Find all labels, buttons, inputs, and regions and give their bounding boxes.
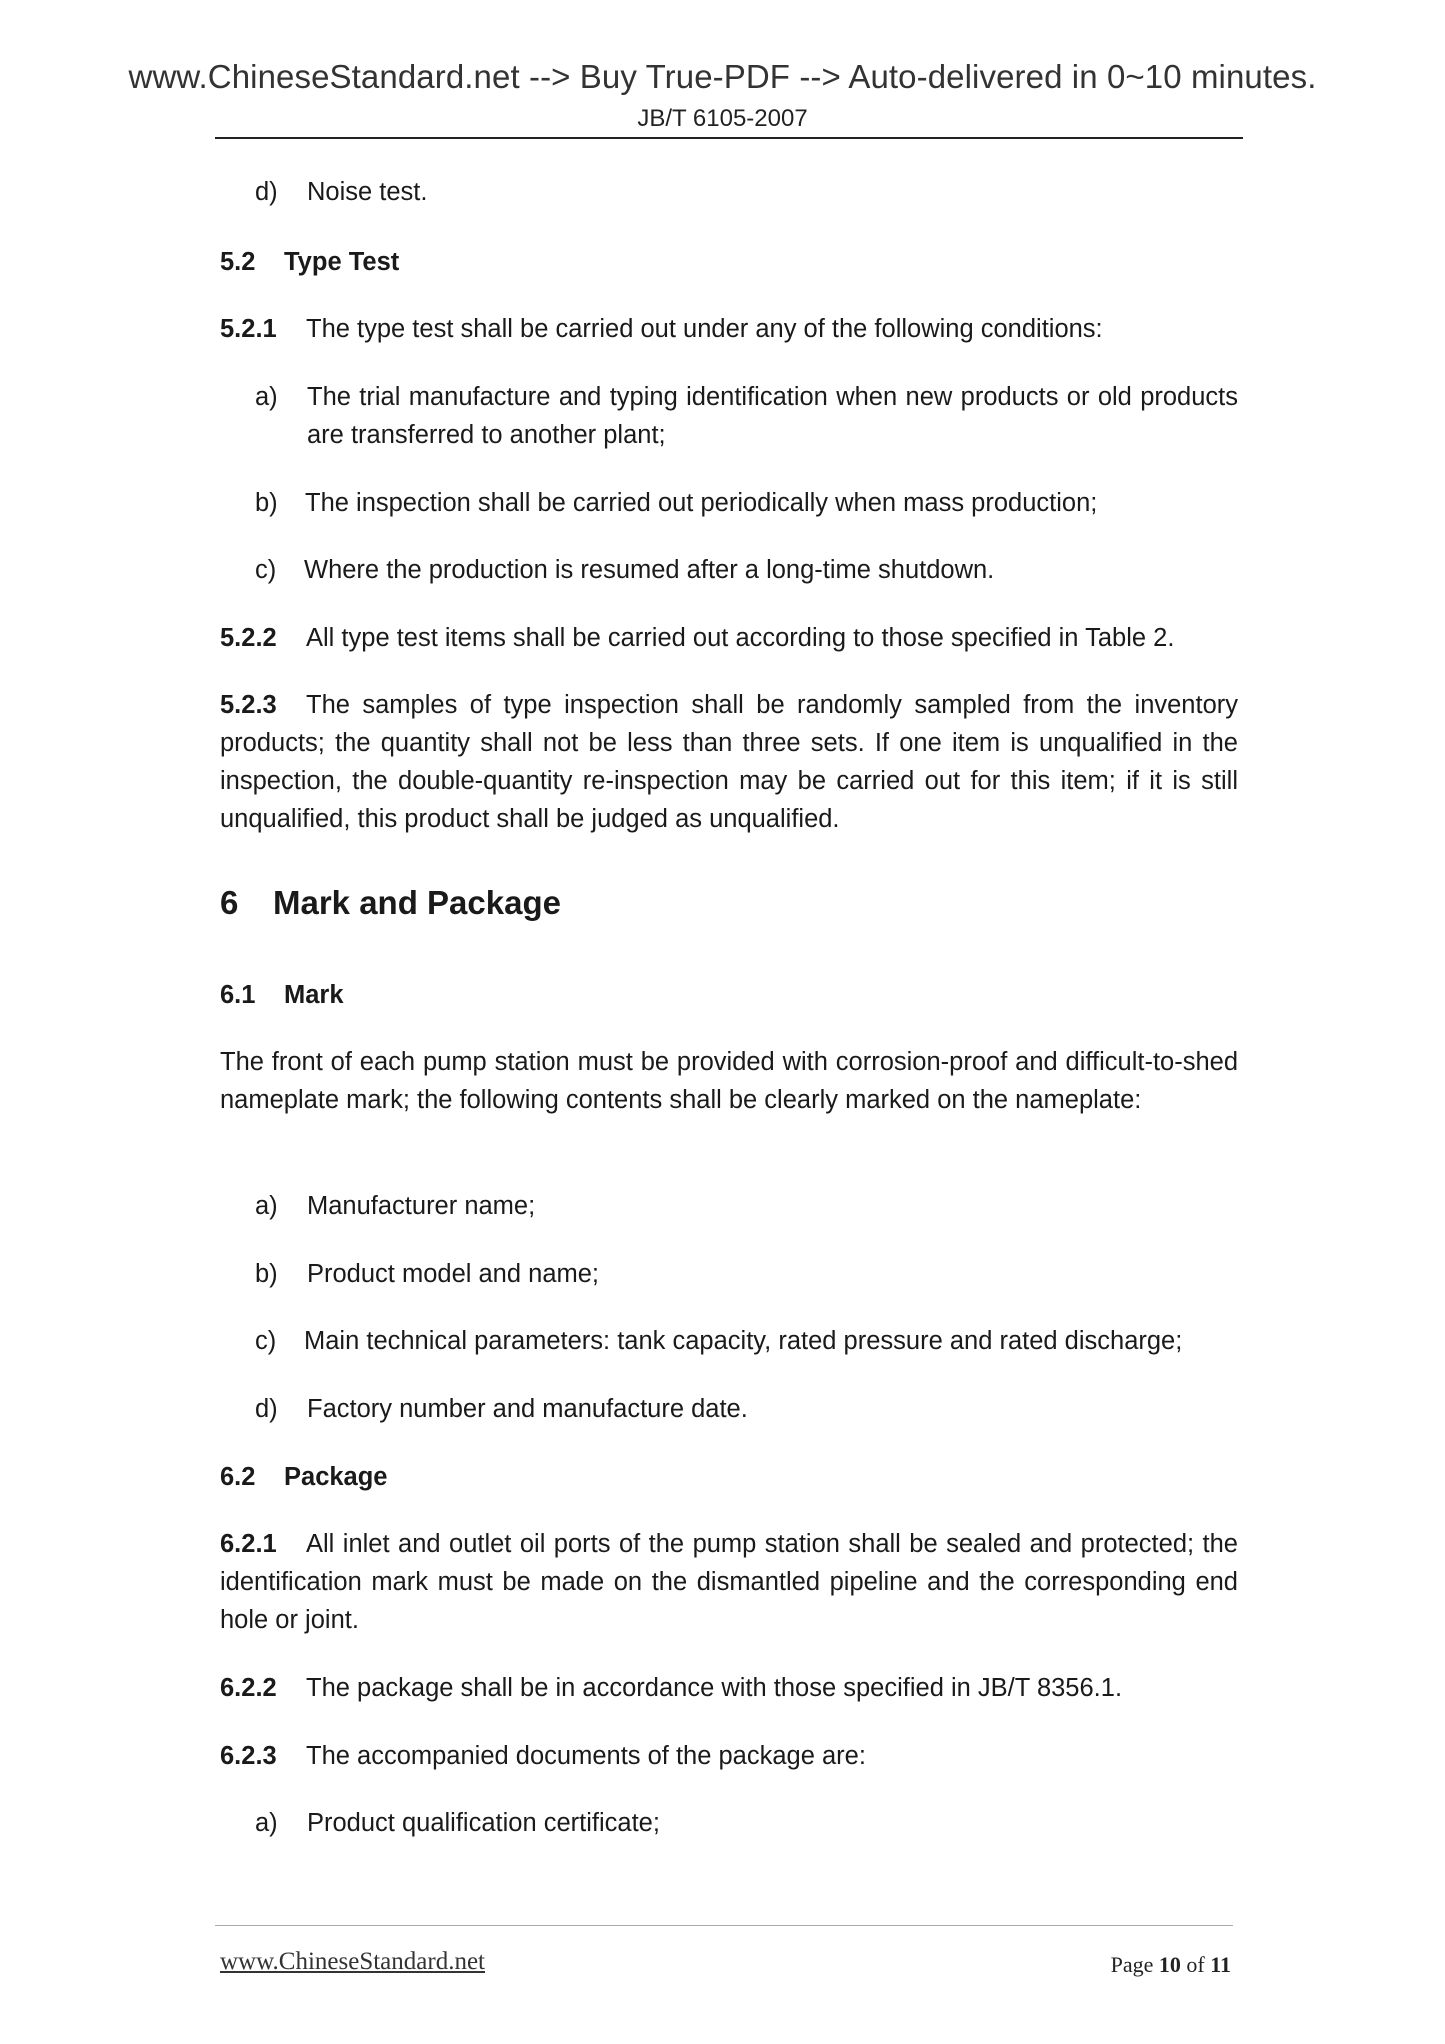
chapter-heading-6 bbox=[220, 884, 1238, 922]
clause-number: 6.2.1 bbox=[220, 1530, 277, 1558]
list-item-text: Where the production is resumed after a long-time shutdown. bbox=[304, 556, 995, 584]
list-item-text: The inspection shall be carried out periodically when mass production; bbox=[305, 489, 1098, 517]
clause-text: All inlet and outlet oil ports of the pump station shall be sealed and protected; the identification mark must be made on the dismantled pipeline and the corresponding end hole or joint. bbox=[220, 1530, 1238, 1634]
clause-text: The samples of type inspection shall be randomly sampled from the inventory products; the quantity shall not be less than three sets. If one item is unqualified in the inspection, the double-quantity re-inspection may be carried out for this item; if it is still unqualified, this product shall be judged as unqualified. bbox=[220, 691, 1238, 833]
list-item-label: c) bbox=[255, 1327, 277, 1355]
clause-number: 5.2.3 bbox=[220, 691, 277, 719]
page-current: 10 bbox=[1158, 1952, 1181, 1977]
clause-6-2-2 bbox=[220, 1669, 1238, 1707]
section-number: 6.1 bbox=[220, 981, 256, 1009]
page-total: 11 bbox=[1210, 1952, 1231, 1977]
list-item-text: The trial manufacture and typing identification when new products or old products are transferred to another plant; bbox=[307, 383, 1238, 449]
section-title: Package bbox=[284, 1463, 388, 1491]
list-item-label: d) bbox=[255, 178, 278, 206]
list-item-text: Product qualification certificate; bbox=[307, 1809, 660, 1837]
clause-5-2-3 bbox=[220, 686, 1238, 838]
clause-6-2-3 bbox=[220, 1737, 1238, 1775]
list-item-text: Noise test. bbox=[307, 178, 428, 206]
clause-number: 5.2.1 bbox=[220, 315, 277, 343]
chapter-title: Mark and Package bbox=[273, 884, 561, 921]
clause-5-2-2 bbox=[220, 619, 1238, 657]
clause-number: 6.2.2 bbox=[220, 1674, 277, 1702]
list-item-label: a) bbox=[255, 383, 278, 411]
list-item-label: d) bbox=[255, 1395, 278, 1423]
list-item-label: a) bbox=[255, 1809, 278, 1837]
section-number: 5.2 bbox=[220, 248, 256, 276]
clause-text: All type test items shall be carried out according to those specified in Table 2. bbox=[306, 624, 1175, 652]
clause-text: The accompanied documents of the package are: bbox=[306, 1742, 866, 1770]
header-banner[interactable]: www.ChineseStandard.net --> Buy True-PDF --> Auto-delivered in 0~10 minutes. bbox=[128, 58, 1317, 95]
chapter-number: 6 bbox=[220, 884, 239, 921]
section-heading-5-2 bbox=[220, 243, 1238, 281]
standard-code: JB/T 6105-2007 bbox=[637, 105, 808, 132]
list-item-text: Main technical parameters: tank capacity, rated pressure and rated discharge; bbox=[304, 1327, 1183, 1355]
clause-6-2-1 bbox=[220, 1525, 1238, 1639]
clause-number: 6.2.3 bbox=[220, 1742, 277, 1770]
header-divider bbox=[215, 137, 1243, 139]
section-title: Mark bbox=[284, 981, 344, 1009]
section-heading-6-1 bbox=[220, 976, 1238, 1014]
clause-text: The package shall be in accordance with those specified in JB/T 8356.1. bbox=[306, 1674, 1123, 1702]
section-heading-6-2 bbox=[220, 1458, 1238, 1496]
list-item-text: Manufacturer name; bbox=[307, 1192, 536, 1220]
list-item-text: Product model and name; bbox=[307, 1260, 600, 1288]
page-of: of bbox=[1186, 1952, 1205, 1977]
list-item-label: b) bbox=[255, 489, 278, 517]
section-number: 6.2 bbox=[220, 1463, 256, 1491]
paragraph-6-1: The front of each pump station must be provided with corrosion-proof and difficult-to-shed nameplate mark; the following contents shall be clearly marked on the nameplate: bbox=[220, 1048, 1238, 1114]
list-item-label: a) bbox=[255, 1192, 278, 1220]
clause-5-2-1 bbox=[220, 310, 1238, 348]
page-word: Page bbox=[1110, 1952, 1154, 1977]
section-title: Type Test bbox=[284, 248, 400, 276]
footer-link[interactable]: www.ChineseStandard.net bbox=[220, 1948, 485, 1975]
page-indicator bbox=[1111, 1952, 1231, 1978]
list-item-label: b) bbox=[255, 1260, 278, 1288]
footer-divider bbox=[215, 1925, 1233, 1926]
clause-number: 5.2.2 bbox=[220, 624, 277, 652]
clause-text: The type test shall be carried out under any of the following conditions: bbox=[306, 315, 1103, 343]
list-item-text: Factory number and manufacture date. bbox=[307, 1395, 748, 1423]
list-item-label: c) bbox=[255, 556, 277, 584]
